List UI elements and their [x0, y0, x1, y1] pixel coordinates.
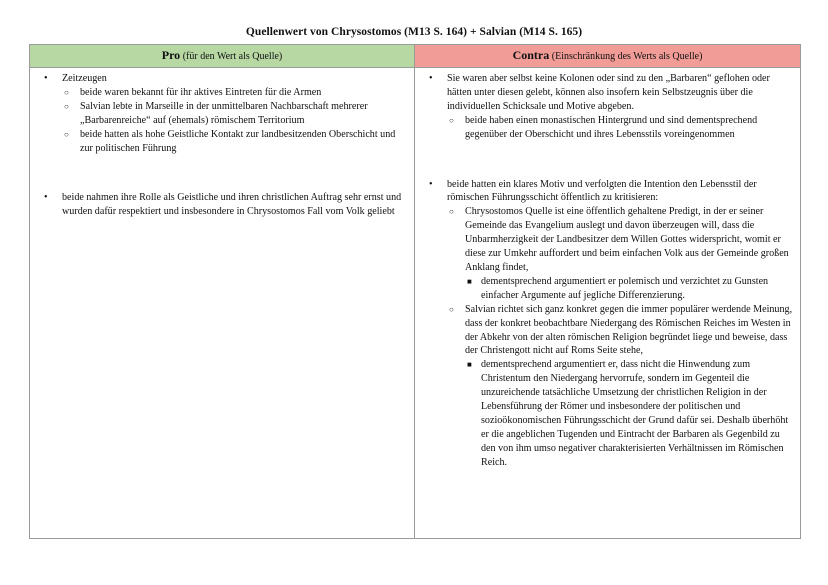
contra-subsubitem-2: [465, 358, 794, 469]
contra-item-2: [421, 178, 794, 206]
pro-item-2: [36, 191, 408, 219]
table-header-row: [30, 45, 801, 68]
pro-subitem-1: [62, 86, 408, 100]
table-body-row: [30, 68, 801, 539]
contra-cell: [415, 68, 801, 539]
pro-subitem-3-text: beide hatten als hohe Geistliche Kontakt zur landbesitzenden Oberschicht und zur politischen Führung: [80, 128, 396, 154]
pro-item-1-text: Zeitzeugen: [62, 73, 107, 84]
circle-bullet-icon: ○: [64, 101, 69, 111]
pro-contra-table: [29, 44, 801, 539]
pro-subitem-2-text: Salvian lebte in Marseille in der unmittelbaren Nachbarschaft mehrerer „Barbarenreiche“ auf (ehemals) römischem Territorium: [80, 100, 368, 126]
square-bullet-icon: ■: [467, 276, 472, 286]
pro-header-title: Pro: [161, 47, 181, 62]
pro-subitem-1-text: beide waren bekannt für ihr aktives Eintreten für die Armen: [80, 86, 322, 98]
contra-item-2-text: beide hatten ein klares Motiv und verfolgten die Intention den Lebensstil der römischen Führungsschicht öffentlich zu kritisieren:: [447, 178, 757, 204]
contra-subsubitem-2-text: dementsprechend argumentiert er, dass nicht die Hinwendung zum Christentum den Niedergang hervorrufe, sondern im Gegenteil die unzureichende tatsächliche Umsetzung der christlichen Religion in der Lebensführung der Römer und insbesondere der politischen und sozioökonomischen Führungsschicht der Grund dafür sei. Deshalb überhöht er die angeblichen Tugenden und Eintracht der Barbaren als Gegenbild zu den von ihm umso negativer charakterisierten Verhältnissen im Römischen Reich.: [481, 359, 789, 468]
contra-item-1: [421, 72, 794, 114]
contra-subitem-3-text: Salvian richtet sich ganz konkret gegen die immer populärer werdende Meinung, dass der konkret beobachtbare Niedergang des Römischen Reiches im Westen in der Abkehr von der alten römischen Religion begründet liege und beweise, dass der Christengott nicht auf Roms Seite stehe,: [465, 303, 793, 357]
contra-header-subtitle: (Einschränkung des Werts als Quelle): [551, 50, 703, 62]
bullet-icon: •: [44, 73, 48, 84]
bullet-icon: •: [44, 192, 48, 204]
contra-subitem-3: [447, 303, 794, 359]
pro-header-subtitle: (für den Wert als Quelle): [182, 50, 283, 62]
circle-bullet-icon: ○: [449, 115, 454, 125]
contra-subsubitem-1-text: dementsprechend argumentiert er polemisch und verzichtet zu Gunsten einfacher Argumente auf jegliche Differenzierung.: [481, 275, 769, 301]
page-title: Quellenwert von Chrysostomos (M13 S. 164) + Salvian (M14 S. 165): [245, 26, 583, 38]
contra-subitem-1: [447, 114, 794, 142]
square-bullet-icon: ■: [467, 360, 472, 370]
contra-subitem-2: [447, 205, 794, 275]
pro-subitem-3: [62, 128, 408, 156]
bullet-icon: •: [429, 178, 433, 190]
pro-item-2-text: beide nahmen ihre Rolle als Geistliche und ihren christlichen Auftrag sehr ernst und wurden dafür respektiert und insbesondere in Chrysostomos Fall vom Volk geliebt: [62, 192, 402, 218]
contra-subitem-1-text: beide haben einen monastischen Hintergrund und sind dementsprechend gegenüber der Oberschicht und ihres Lebensstils voreingenommen: [465, 114, 758, 140]
contra-subsubitem-1: [465, 275, 794, 303]
circle-bullet-icon: ○: [64, 87, 69, 97]
circle-bullet-icon: ○: [449, 304, 454, 314]
bullet-icon: •: [429, 73, 433, 84]
pro-subitem-2: [62, 100, 408, 128]
pro-header: [30, 45, 415, 68]
contra-item-1-text: Sie waren aber selbst keine Kolonen oder sind zu den „Barbaren“ geflohen oder hätten unter diesen gelebt, können also insofern kein Selbstzeugnis über die individuellen Schicksale und Motive abgeben.: [447, 73, 770, 112]
contra-header-title: Contra: [512, 47, 550, 62]
circle-bullet-icon: ○: [64, 129, 69, 139]
contra-subitem-2-text: Chrysostomos Quelle ist eine öffentlich gehaltene Predigt, in der er seiner Gemeinde das Evangelium auslegt und davon überzeugen will, dass die Unbarmherzigkeit der Landbesitzer dem Willen Gottes widerspricht, womit er diese zur Umkehr auffordert und beim einfachen Volk aus der Gemeinde großen Anklang findet,: [465, 206, 789, 273]
pro-item-1: [36, 72, 408, 86]
circle-bullet-icon: ○: [449, 207, 454, 217]
contra-header: [415, 45, 801, 68]
pro-cell: [30, 68, 415, 539]
